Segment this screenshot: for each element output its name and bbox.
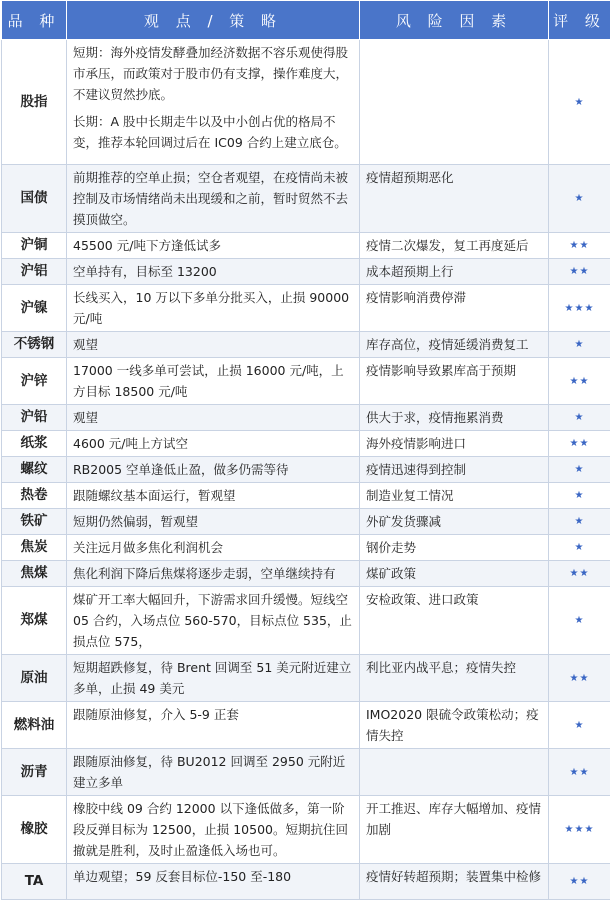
rating-stars: ★★: [549, 259, 610, 285]
risk-cell: 安检政策、进口政策: [360, 587, 549, 655]
rating-stars: ★★★: [549, 285, 610, 332]
strategy-cell: [67, 483, 360, 509]
strategy-text: 观望: [73, 407, 353, 428]
variety-cell: 纸浆: [2, 431, 67, 457]
variety-cell: 不锈钢: [2, 332, 67, 358]
strategy-cell: [67, 165, 360, 233]
strategy-text: 前期推荐的空单止损；空仓者观望，在疫情尚未被控制及市场情绪尚未出现缓和之前，暂时贸然不去摸顶做空。: [73, 167, 353, 230]
risk-cell: IMO2020 限硫令政策松动；疫情失控: [360, 702, 549, 749]
risk-cell: 煤矿政策: [360, 561, 549, 587]
variety-cell: 螺纹: [2, 457, 67, 483]
variety-cell: 沪镍: [2, 285, 67, 332]
strategy-text: 煤矿开工率大幅回升，下游需求回升缓慢。短线空 05 合约，入场点位 560-570，目标点位 535，止损点位 575，: [73, 589, 353, 652]
table-row: [2, 561, 610, 587]
rating-stars: ★: [549, 332, 610, 358]
strategy-cell: [67, 587, 360, 655]
strategy-cell: [67, 702, 360, 749]
variety-cell: 沪铅: [2, 405, 67, 431]
strategy-text: 橡胶中线 09 合约 12000 以下逢低做多，第一阶段反弹目标为 12500，止损 10500。短期抗住回撤就是胜利，及时止盈逢低入场也可。: [73, 798, 353, 861]
rating-stars: ★★: [549, 749, 610, 796]
variety-cell: 国债: [2, 165, 67, 233]
strategy-text: 45500 元/吨下方逢低试多: [73, 235, 353, 256]
strategy-text: 跟随螺纹基本面运行，暂观望: [73, 485, 353, 506]
variety-cell: 橡胶: [2, 796, 67, 864]
rating-stars: ★: [549, 483, 610, 509]
rating-stars: ★: [549, 702, 610, 749]
rating-stars: ★: [549, 405, 610, 431]
variety-cell: 焦煤: [2, 561, 67, 587]
strategy-cell: [67, 259, 360, 285]
risk-cell: 开工推迟、库存大幅增加、疫情加剧: [360, 796, 549, 864]
variety-cell: 原油: [2, 655, 67, 702]
table-row: [2, 332, 610, 358]
variety-cell: 沪铜: [2, 233, 67, 259]
strategy-text: 短期超跌修复，待 Brent 回调至 51 美元附近建立多单，止损 49 美元: [73, 657, 353, 699]
variety-cell: TA: [2, 864, 67, 900]
risk-cell: [360, 749, 549, 796]
table-row: [2, 431, 610, 457]
table-row: [2, 864, 610, 900]
strategy-cell: [67, 358, 360, 405]
rating-stars: ★★★: [549, 796, 610, 864]
risk-cell: 疫情超预期恶化: [360, 165, 549, 233]
risk-cell: 钢价走势: [360, 535, 549, 561]
strategy-cell: [67, 864, 360, 900]
strategy-cell: [67, 655, 360, 702]
rating-stars: ★: [549, 509, 610, 535]
rating-stars: ★: [549, 535, 610, 561]
strategy-cell: [67, 285, 360, 332]
table-row: [2, 587, 610, 655]
strategy-text: 短期仍然偏弱，暂观望: [73, 511, 353, 532]
risk-cell: 库存高位，疫情延缓消费复工: [360, 332, 549, 358]
rating-stars: ★★: [549, 358, 610, 405]
variety-cell: 沥青: [2, 749, 67, 796]
header-rating: 评 级: [549, 1, 610, 40]
strategy-cell: [67, 332, 360, 358]
table-row: [2, 509, 610, 535]
variety-cell: 燃料油: [2, 702, 67, 749]
strategy-text: RB2005 空单逢低止盈，做多仍需等待: [73, 459, 353, 480]
table-row: [2, 405, 610, 431]
strategy-cell: [67, 405, 360, 431]
table-row: [2, 457, 610, 483]
strategy-cell: [67, 509, 360, 535]
variety-cell: 沪锌: [2, 358, 67, 405]
risk-cell: 外矿发货骤减: [360, 509, 549, 535]
risk-cell: 疫情影响消费停滞: [360, 285, 549, 332]
strategy-text: 短期：海外疫情发酵叠加经济数据不容乐观使得股市承压，而政策对于股市仍有支撑，操作难度大，不建议贸然抄底。: [73, 42, 353, 105]
strategy-text: 关注远月做多焦化利润机会: [73, 537, 353, 558]
table-row: [2, 165, 610, 233]
strategy-cell: [67, 457, 360, 483]
header-risk: 风 险 因 素: [360, 1, 549, 40]
table-row: [2, 285, 610, 332]
rating-stars: ★: [549, 587, 610, 655]
rating-stars: ★★: [549, 561, 610, 587]
header-strategy: 观 点 / 策 略: [67, 1, 360, 40]
strategy-text: 长期：A 股中长期走牛以及中小创占优的格局不变，推荐本轮回调过后在 IC09 合约上建立底仓。: [73, 111, 353, 153]
rating-stars: ★★: [549, 655, 610, 702]
variety-cell: 郑煤: [2, 587, 67, 655]
strategy-text: 焦化利润下降后焦煤将逐步走弱，空单继续持有: [73, 563, 353, 584]
risk-cell: 疫情好转超预期；装置集中检修: [360, 864, 549, 900]
strategy-text: 长线买入，10 万以下多单分批买入，止损 90000 元/吨: [73, 287, 353, 329]
risk-cell: 利比亚内战平息；疫情失控: [360, 655, 549, 702]
rating-stars: ★: [549, 457, 610, 483]
strategy-text: 单边观望；59 反套目标位-150 至-180: [73, 866, 353, 887]
table-header-row: [2, 1, 610, 40]
risk-cell: 制造业复工情况: [360, 483, 549, 509]
risk-cell: 疫情迅速得到控制: [360, 457, 549, 483]
variety-cell: 股指: [2, 40, 67, 165]
rating-stars: ★★: [549, 864, 610, 900]
risk-cell: [360, 40, 549, 165]
strategy-cell: [67, 535, 360, 561]
table-row: [2, 796, 610, 864]
table-row: [2, 702, 610, 749]
table-row: [2, 259, 610, 285]
strategy-cell: [67, 561, 360, 587]
table-row: [2, 535, 610, 561]
strategy-text: 空单持有，目标至 13200: [73, 261, 353, 282]
rating-stars: ★: [549, 165, 610, 233]
strategy-text: 跟随原油修复，待 BU2012 回调至 2950 元附近建立多单: [73, 751, 353, 793]
table-row: [2, 749, 610, 796]
rating-stars: ★★: [549, 431, 610, 457]
header-variety: 品 种: [2, 1, 67, 40]
strategy-cell: [67, 40, 360, 165]
strategy-text: 4600 元/吨上方试空: [73, 433, 353, 454]
variety-cell: 热卷: [2, 483, 67, 509]
strategy-cell: [67, 796, 360, 864]
risk-cell: 供大于求，疫情拖累消费: [360, 405, 549, 431]
strategy-text: 跟随原油修复，介入 5-9 正套: [73, 704, 353, 725]
risk-cell: 疫情二次爆发，复工再度延后: [360, 233, 549, 259]
rating-stars: ★: [549, 40, 610, 165]
variety-cell: 沪铝: [2, 259, 67, 285]
risk-cell: 海外疫情影响进口: [360, 431, 549, 457]
rating-stars: ★★: [549, 233, 610, 259]
table-row: [2, 40, 610, 165]
table-row: [2, 233, 610, 259]
table-row: [2, 358, 610, 405]
table-row: [2, 483, 610, 509]
strategy-table: [1, 0, 610, 900]
strategy-text: 观望: [73, 334, 353, 355]
variety-cell: 焦炭: [2, 535, 67, 561]
strategy-cell: [67, 749, 360, 796]
strategy-text: 17000 一线多单可尝试，止损 16000 元/吨，上方目标 18500 元/吨: [73, 360, 353, 402]
strategy-cell: [67, 233, 360, 259]
risk-cell: 疫情影响导致累库高于预期: [360, 358, 549, 405]
risk-cell: 成本超预期上行: [360, 259, 549, 285]
strategy-cell: [67, 431, 360, 457]
variety-cell: 铁矿: [2, 509, 67, 535]
table-row: [2, 655, 610, 702]
